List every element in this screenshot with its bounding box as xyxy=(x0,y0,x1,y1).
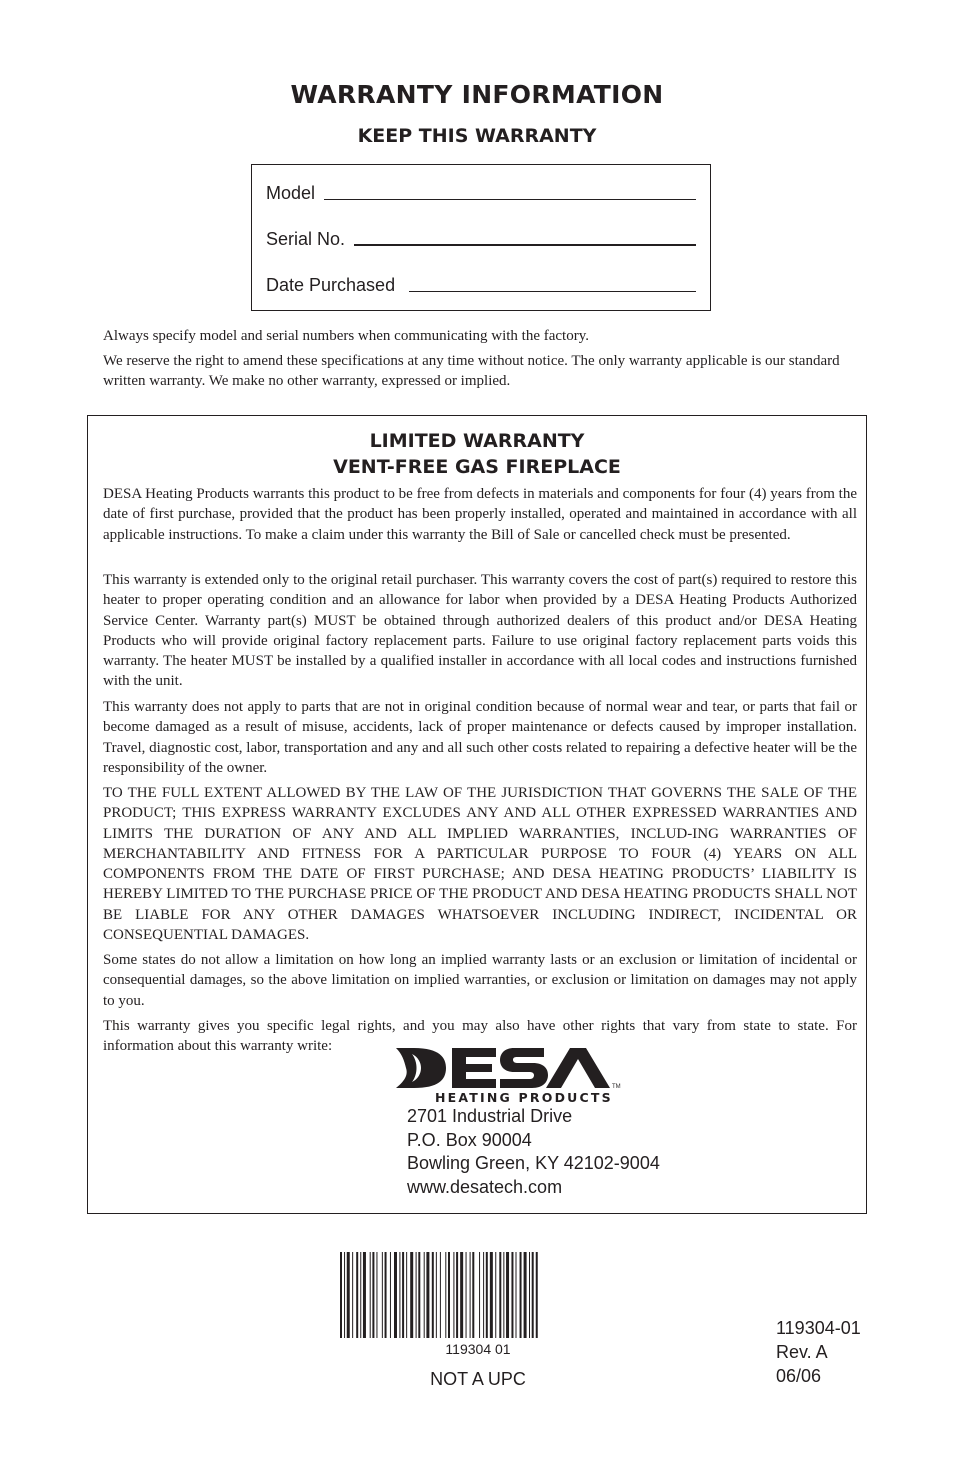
barcode-bar xyxy=(495,1252,496,1338)
address-po-box: P.O. Box 90004 xyxy=(407,1130,532,1150)
revision-date: 06/06 xyxy=(776,1366,822,1386)
part-number-block xyxy=(776,1316,861,1388)
barcode-bar xyxy=(511,1252,513,1338)
barcode-bar xyxy=(506,1252,509,1338)
barcode-bar xyxy=(394,1252,397,1338)
model-field[interactable] xyxy=(266,183,696,204)
note-specify: Always specify model and serial numbers when communicating with the factory. xyxy=(103,328,589,344)
barcode-bar xyxy=(440,1252,441,1338)
barcode-bar xyxy=(445,1252,446,1338)
barcode-bar xyxy=(466,1252,467,1338)
address-web[interactable]: www.desatech.com xyxy=(407,1177,563,1197)
barcode-bar xyxy=(460,1252,463,1338)
warranty-subtitle: VENT-FREE GAS FIREPLACE xyxy=(333,456,621,478)
date-label: Date Purchased xyxy=(266,275,396,295)
model-line xyxy=(324,199,696,200)
not-upc-label: NOT A UPC xyxy=(430,1369,526,1389)
warranty-paragraph: Some states do not allow a limitation on how long an implied warranty lasts or an exclusion or limitation of incidental or consequential damages, so the above limitation on implied warranties, or exclusion or limitation on damages may not apply to you. xyxy=(103,952,857,1009)
barcode-bar xyxy=(418,1252,420,1338)
barcode-bar xyxy=(470,1252,471,1338)
logo-tm: TM xyxy=(612,1084,621,1090)
barcode-bar xyxy=(426,1252,429,1338)
warranty-paragraph: DESA Heating Products warrants this product to be free from defects in materials and components for four (4) years from the date of first purchase, provided that the product has been properly installed, operated and maintained in accordance with all applicable instructions. To make a claim under this warranty the Bill of Sale or cancelled check must be presented. xyxy=(103,486,857,543)
address-city: Bowling Green, KY 42102-9004 xyxy=(407,1153,660,1173)
model-label: Model xyxy=(266,183,316,203)
barcode-bar xyxy=(347,1252,350,1338)
barcode-bar xyxy=(479,1252,480,1338)
barcode-bar xyxy=(472,1252,474,1338)
barcode-bar xyxy=(376,1252,377,1338)
barcode-bar xyxy=(344,1252,345,1338)
page-title: WARRANTY INFORMATION xyxy=(290,80,664,109)
warranty-paragraph: TO THE FULL EXTENT ALLOWED BY THE LAW OF THE JURISDICTION THAT GOVERNS THE SALE OF THE PRODUCT; THIS EXPRESS WARRANTY EXCLUDES ANY AND ALL OTHER EXPRESSED WARRANTIES AND LIMITS THE DURATION OF ANY AND ALL IMPLIED WARRANTIES, INCLUD-ING WARRANTIES OF MERCHANTABILITY AND FITNESS FOR A PARTICULAR PURPOSE TO FOUR (4) YEARS ON ALL COMPONENTS FROM THE DATE OF FIRST PURCHASE; AND DESA HEATING PRODUCTS’ LIABILITY IS HEREBY LIMITED TO THE PURCHASE PRICE OF THE PRODUCT AND DESA HEATING PRODUCTS SHALL NOT BE LIABLE FOR ANY OTHER DAMAGES WHATSOEVER INCLUDING INDIRECT, INCIDENTAL OR CONSEQUENTIAL DAMAGES. xyxy=(103,785,857,944)
barcode-bar xyxy=(406,1252,407,1338)
barcode-bar xyxy=(529,1252,530,1338)
barcode-bar xyxy=(370,1252,371,1338)
barcode-bar xyxy=(382,1252,383,1338)
barcode-bar xyxy=(536,1252,538,1338)
warranty-title: LIMITED WARRANTY xyxy=(369,430,585,452)
warranty-paragraph: This warranty gives you specific legal rights, and you may also have other rights that vary from state to state. For information about this warranty write: xyxy=(103,1018,857,1055)
barcode-bar xyxy=(524,1252,527,1338)
barcode-number: 119304 01 xyxy=(445,1341,511,1357)
date-line xyxy=(409,291,696,292)
barcode-bar xyxy=(399,1252,400,1338)
barcode-bar xyxy=(352,1252,353,1338)
barcode-bar xyxy=(432,1252,434,1338)
page-subtitle: KEEP THIS WARRANTY xyxy=(357,125,597,147)
barcode-bar xyxy=(490,1252,493,1338)
barcode-bar xyxy=(363,1252,366,1338)
warranty-paragraph: This warranty does not apply to parts that are not in original condition because of normal wear and tear, or parts that fail or become damaged as a result of misuse, accidents, lack of proper maintenance or defects caused by improper installation. Travel, diagnostic cost, labor, transportation and any and all such other costs related to repairing a defective heater will be the responsibility of the owner. xyxy=(103,699,857,776)
record-form xyxy=(251,164,711,311)
barcode-bar xyxy=(416,1252,417,1338)
serial-line xyxy=(354,244,696,246)
barcode-bar xyxy=(520,1252,522,1338)
barcode-bar xyxy=(360,1252,361,1338)
barcode-bar xyxy=(385,1252,387,1338)
barcode-bar xyxy=(499,1252,501,1338)
barcode-bar xyxy=(436,1252,437,1338)
revision: Rev. A xyxy=(776,1342,828,1362)
barcode-icon xyxy=(340,1252,616,1338)
warranty-paragraph: This warranty is extended only to the original retail purchaser. This warranty covers the cost of part(s) required to restore this heater to proper operating condition and an allowance for labor when provided by a DESA Heating Products Authorized Service Center. Warranty part(s) MUST be obtained through authorized dealers of this product and/or DESA Heating Products who will provide original factory replacement parts. Failure to use original factory replacement parts voids this warranty. The heater MUST be installed by a qualified installer in accordance with all local codes and instructions furnished with the unit. xyxy=(103,572,857,690)
barcode-bar xyxy=(486,1252,488,1338)
note-reserve: We reserve the right to amend these specifications at any time without notice. The only warranty applicable is our standard written warranty. We make no other warranty, expressed or implied. xyxy=(103,353,840,389)
date-field[interactable] xyxy=(266,275,696,296)
part-number: 119304-01 xyxy=(776,1318,861,1338)
barcode-bar xyxy=(390,1252,391,1338)
barcode-bar xyxy=(483,1252,484,1338)
barcode-bar xyxy=(448,1252,450,1338)
serial-field[interactable] xyxy=(266,229,696,250)
barcode-bar xyxy=(503,1252,504,1338)
barcode-bar xyxy=(372,1252,374,1338)
address-street: 2701 Industrial Drive xyxy=(407,1106,573,1126)
limited-warranty-box xyxy=(87,415,867,1214)
barcode-bar xyxy=(516,1252,517,1338)
desa-logo-icon xyxy=(394,1046,624,1104)
logo-tagline: HEATING PRODUCTS xyxy=(435,1090,613,1104)
barcode-bar xyxy=(340,1252,342,1338)
barcode-bar xyxy=(410,1252,413,1338)
barcode-bar xyxy=(532,1252,534,1338)
barcode-bar xyxy=(424,1252,425,1338)
serial-label: Serial No. xyxy=(266,229,346,249)
barcode-bar xyxy=(356,1252,358,1338)
barcode-bar xyxy=(456,1252,458,1338)
barcode-bar xyxy=(453,1252,454,1338)
barcode-bar xyxy=(402,1252,404,1338)
